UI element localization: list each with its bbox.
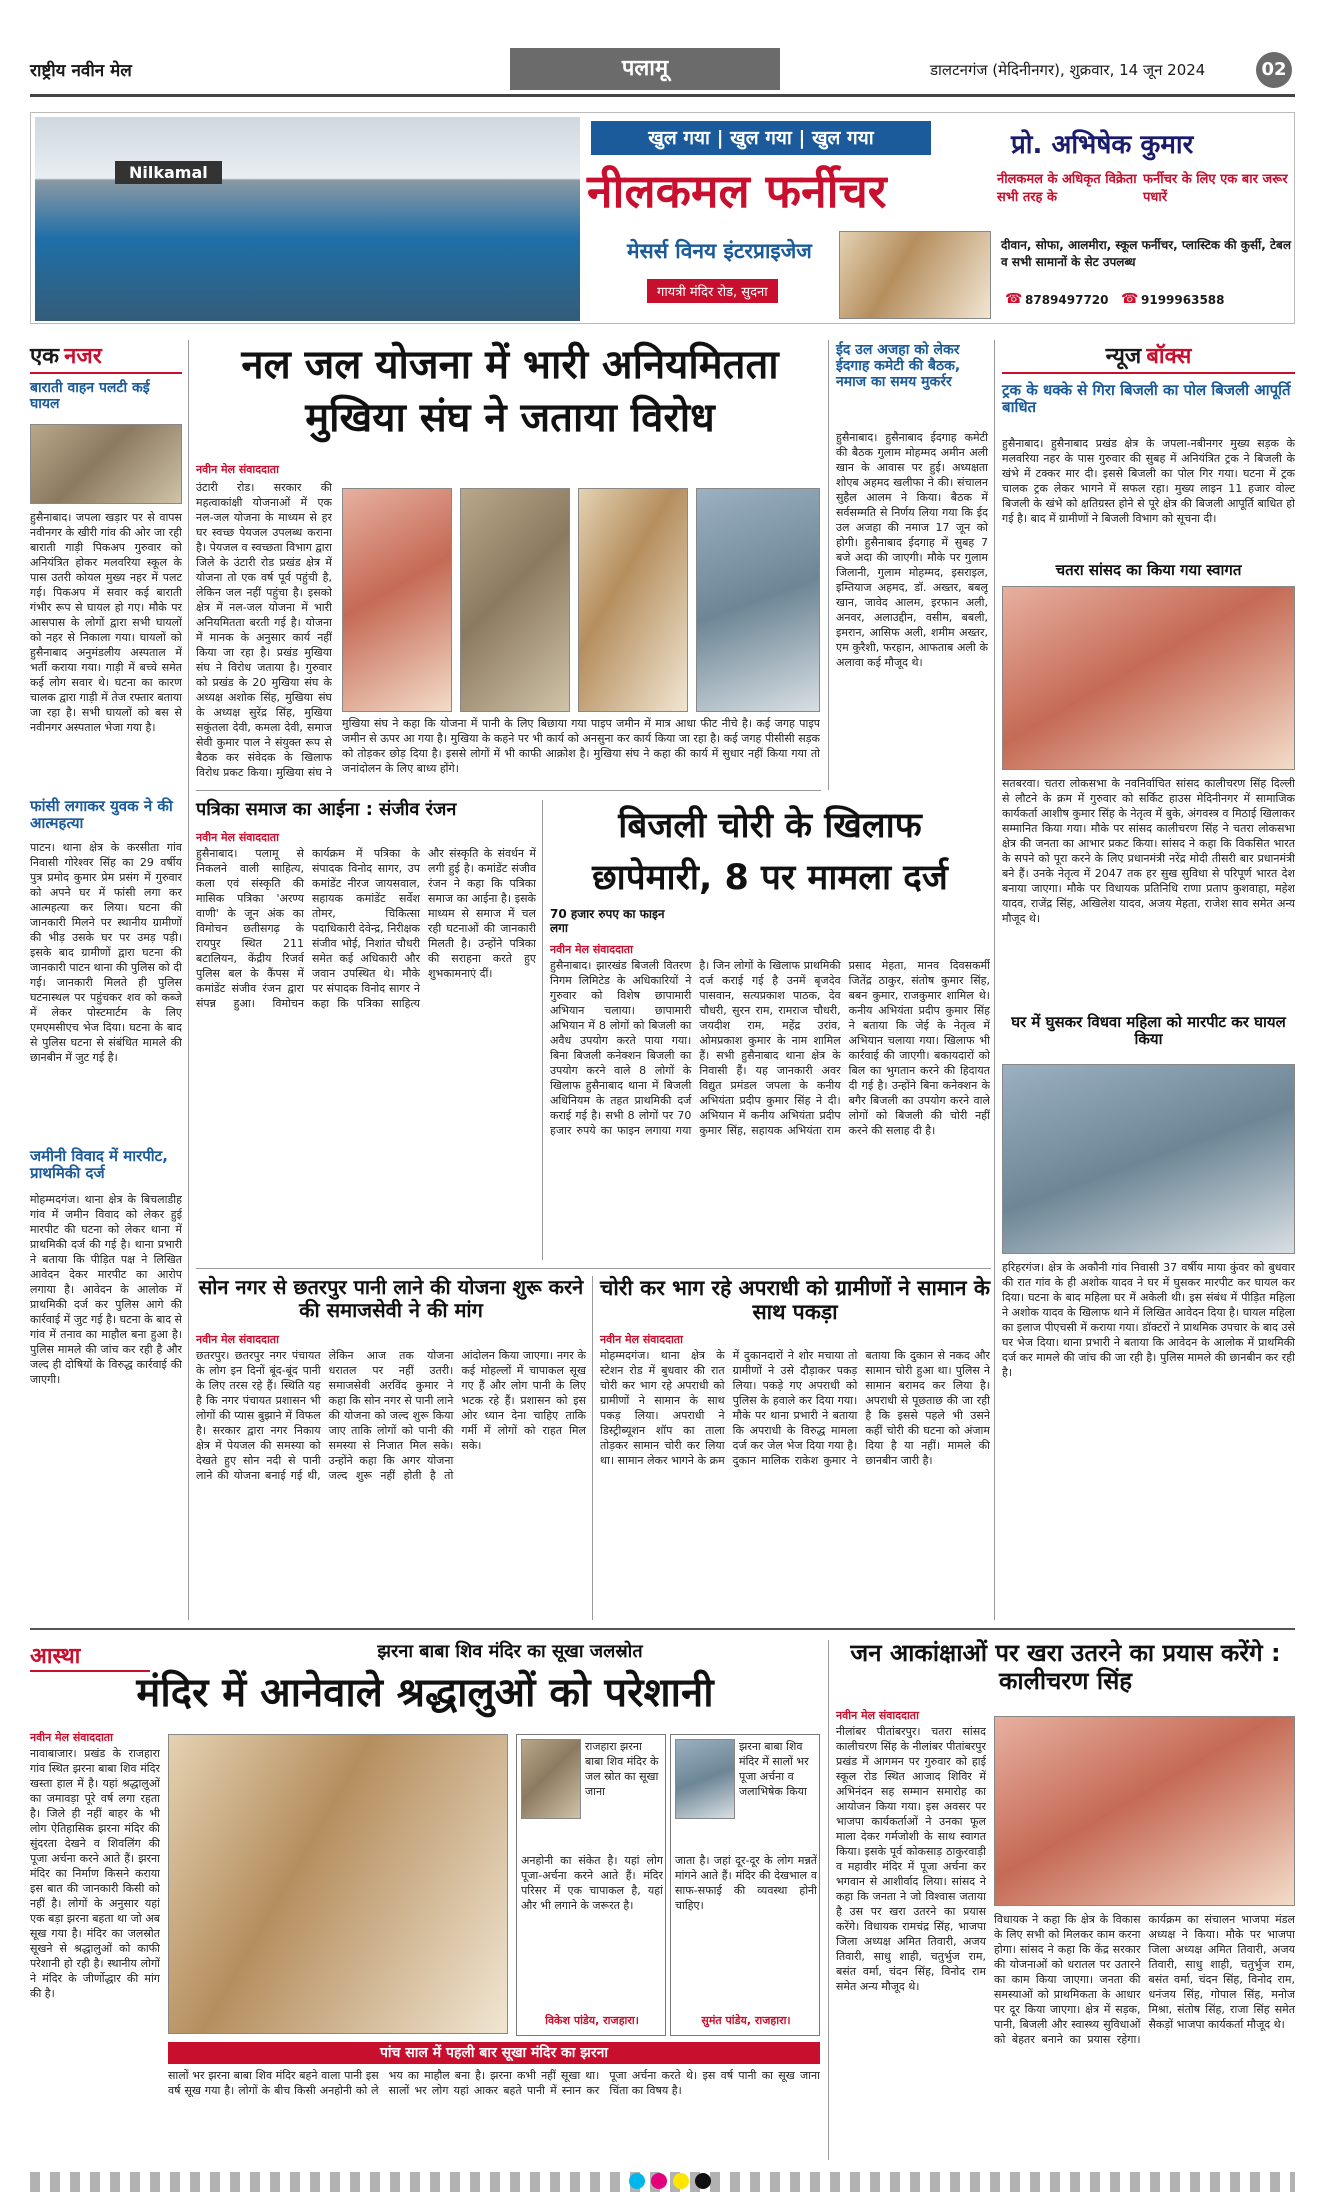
tag-ek: एक: [30, 344, 60, 369]
son-headline: सोन नगर से छतरपुर पानी लाने की योजना शुरू करने की समाजसेवी ने की मांग: [198, 1275, 584, 1322]
news-box: [1002, 340, 1295, 1620]
aastha-footer-body: सालों भर झरना बाबा शिव मंदिर बहने वाला पानी इस वर्ष सूख गया है। लोगों के बीच किसी अनहोनी को ले भय का माहौल बना है। झरना कभी नहीं सूखा था। सालों भर लोग यहां आकर बहते पानी में स्नान कर पूजा अर्चना करते थे। इस वर्ष पानी का सूख जाना चिंता का विषय है।: [168, 2069, 820, 2097]
nb-s2-headline: चतरा सांसद का किया गया स्वागत: [1055, 561, 1242, 579]
s2-body: पाटन। थाना क्षेत्र के करसीता गांव निवासी गोरेश्वर सिंह का 29 वर्षीय पुत्र प्रमोद कुमार प्रेम प्रसंग में गुरुवार को अपने घर में फांसी लगा कर आत्महत्या कर लिया। घटना की जानकारी मिलने पर स्थानीय ग्रामीणों की भीड़ उसके घर पर उमड़ पड़ी। इसके बाद ग्रामीणों द्वारा घटना की जानकारी पाटन थाना की पुलिस को दी गई। जानकारी मिलते ही पुलिस घटनास्थल पर पहुंचकर शव को कब्जे में लेकर पोस्टमार्टम के लिए एमएमसीएच भेज दिया। घटना के बाद से पुलिस घटना से संबंधित मामले की छानबीन में जुट गई है।: [30, 841, 182, 1064]
divider: [828, 1640, 829, 2160]
bijli-kicker: 70 हजार रुपए का फाइन लगा: [550, 907, 665, 935]
divider: [188, 340, 189, 1620]
nb-s3-photo: [1002, 1064, 1295, 1254]
s3-headline: जमीनी विवाद में मारपीट, प्राथमिकी दर्ज: [30, 1147, 168, 1183]
s1-photo: [30, 424, 182, 504]
ek-nazar-tag: [30, 340, 182, 374]
lead-headline-1: नल जल योजना में भारी अनियमितता: [241, 342, 779, 388]
s3-body: मोहम्मदगंज। थाना क्षेत्र के बिचलाडीह गांव में जमीन विवाद को लेकर हुई मारपीट की घटना को लेकर थाना में प्राथमिकी दर्ज की गई है। थाना प्रभारी ने बताया कि पीड़ित पक्ष ने लिखित आवेदन देकर मारपीट का आरोप लगाया है। आवेदन के आलोक में प्राथमिकी दर्ज कर पुलिस आगे की कार्रवाई में जुट गई है। घटना के बाद से गांव में तनाव का माहौल बना हुआ है। पुलिस मामले की जांच कर रही है और जल्द ही दोषियों के विरुद्ध कार्रवाई की जाएगी।: [30, 1193, 182, 1386]
chori-body: मोहम्मदगंज। थाना क्षेत्र के स्टेशन रोड में बुधवार की रात चोरी कर भाग रहे अपराधी को ग्रामीणों ने सामान के साथ पकड़ लिया। अपराधी ने डिस्ट्रीब्यूशन शॉप का ताला तोड़कर सामान चोरी कर लिया था। सामान लेकर भागने के क्रम में दुकानदारों ने शोर मचाया तो ग्रामीणों ने उसे दौड़ाकर पकड़ लिया। पकड़े गए अपराधी को पुलिस के हवाले कर दिया गया। मौके पर थाना प्रभारी ने बताया कि अपराधी के विरुद्ध मामला दर्ज कर जेल भेज दिया गया है। दुकान मालिक राकेश कुमार ने बताया कि दुकान से नकद और सामान चोरी हुआ था। पुलिस ने सामान बरामद कर लिया है। अपराधी से पूछताछ की जा रही है कि इससे पहले भी उसने कहीं चोरी की घटना को अंजाम दिया है या नहीं। मामले की छानबीन जारी है।: [600, 1349, 990, 1467]
owner-name: प्रो. अभिषेक कुमार: [1011, 130, 1194, 160]
quote-1: [516, 1734, 666, 2036]
quote-1-body: अनहोनी का संकेत है। यहां लोग पूजा-अर्चना करने आते हैं। मंदिर परिसर में एक चापाकल है, यहां और भी लगाने के जरूरत है।: [521, 1854, 663, 1912]
divider: [30, 1628, 1295, 1630]
s1-body: हुसैनाबाद। जपला खड़ार पर से वापस नवीनगर के खीरी गांव की ओर जा रही बाराती गाड़ी पिकअप गुरुवार को अनियंत्रित होकर मलवरिया स्कूल के पास उतरी कोयल मुख्य नहर में पलट गई। पिकअप में सवार कई बाराती गंभीर रूप से घायल हो गए। मौके पर आसपास के लोगों द्वारा सभी घायलों को नहर से निकाला गया। घायलों को हुसैनाबाद अनुमंडलीय अस्पताल में भर्ती कराया गया। गाड़ी में बच्चे समेत कई लोग सवार थे। घटना का कारण चालक द्वारा गाड़ी में तेज रफ्तार बताया जा रहा है। सभी घायलों को बस से नवीनगर अस्पताल भेजा गया है।: [30, 511, 182, 734]
nb-s3-headline: घर में घुसकर विधवा महिला को मारपीट कर घायल किया: [1011, 1013, 1286, 1049]
paper-name: राष्ट्रीय नवीन मेल: [30, 61, 132, 81]
dealer-text: नीलकमल के अधिकृत विक्रेता सभी तरह के: [997, 172, 1137, 205]
son-body: छतरपुर। छतरपुर नगर पंचायत के लोग इन दिनों बूंद-बूंद पानी के लिए तरस रहे हैं। स्थिति यह है कि नगर पंचायत प्रशासन भी लोगों की प्यास बुझाने में विफल है। सरकार द्वारा नगर निकाय क्षेत्र में पेयजल की समस्या को देखते हुए सोन नदी से पानी लाने की योजना बनाई गई थी, लेकिन आज तक योजना धरातल पर नहीं उतरी। समाजसेवी अरविंद कुमार ने कहा कि सोन नगर से पानी लाने की योजना को जल्द शुरू किया जाए ताकि लोगों को पानी की समस्या से निजात मिल सके। उन्होंने कहा कि अगर योजना जल्द शुरू नहीं होती है तो आंदोलन किया जाएगा। नगर के कई मोहल्लों में चापाकल सूख गए हैं और लोग पानी के लिए भटक रहे हैं। प्रशासन को इस ओर ध्यान देना चाहिए ताकि गर्मी में लोगों को राहत मिल सके।: [196, 1349, 586, 1482]
quote-2-body: जाता है। जहां दूर-दूर के लोग मन्नतें मांगने आते हैं। मंदिर की देखभाल व साफ-सफाई की व्यवस्था होनी चाहिए।: [675, 1854, 817, 1912]
chori-headline: चोरी कर भाग रहे अपराधी को ग्रामीणों ने सामान के साथ पकड़ा: [600, 1276, 990, 1325]
quote-2-photo: [675, 1739, 735, 1819]
divider: [994, 340, 995, 1620]
color-registration-dots: [610, 2173, 730, 2191]
masthead: [30, 48, 1295, 94]
store-sign: Nilkamal: [115, 161, 222, 184]
opened-2: खुल गया: [730, 127, 792, 149]
opened-1: खुल गया: [648, 127, 710, 149]
jan-photo: [994, 1716, 1295, 1906]
masthead-rule: [30, 94, 1295, 97]
lead-photo-1: [342, 488, 452, 712]
phone-2: 9199963588: [1141, 293, 1225, 307]
products-text: दीवान, सोफा, आलमीरा, स्कूल फर्नीचर, प्लास्टिक की कुर्सी, टेबल व सभी सामानों के सेट उपलब्ध: [1001, 238, 1291, 269]
quote-1-photo: [521, 1739, 581, 1819]
aastha-body: नावाबाजार। प्रखंड के राजहारा गांव स्थित झरना बाबा शिव मंदिर खस्ता हाल में है। यहां श्रद्धालुओं का जमावड़ा पूरे वर्ष लगा रहता है। जिले ही नहीं बाहर के भी लोग ऐतिहासिक झरना मंदिर की सुंदरता देखने व शिवलिंग की पूजा अर्चना करने आते हैं। झरना मंदिर का निर्माण किसने कराया इस बात की जानकारी किसी को नहीं है। लोगों के अनुसार यहां एक बड़ा झरना बहता था जो अब सूख गया है। मंदिर का जलस्रोत सूखने से श्रद्धालुओं को काफी परेशानी हो रही है। स्थानीय लोगों ने मंदिर के जीर्णोद्धार की मांग की है।: [30, 1747, 160, 2000]
divider: [592, 1276, 593, 1620]
son-byline: नवीन मेल संवाददाता: [196, 1333, 279, 1346]
brand-name: नीलकमल फर्नीचर: [587, 164, 887, 218]
patrika-byline: नवीन मेल संवाददाता: [196, 831, 279, 844]
page-number: 02: [1256, 52, 1292, 88]
lead-photo-4: [696, 488, 820, 712]
s1-headline: बाराती वाहन पलटी कई घायल: [30, 380, 150, 413]
lead-byline: नवीन मेल संवाददाता: [196, 463, 279, 476]
jan-body-continued: विधायक ने कहा कि क्षेत्र के विकास के लिए सभी को मिलकर काम करना होगा। सांसद ने कहा कि केंद्र सरकार की योजनाओं को धरातल पर उतारने का काम किया जाएगा। जनता की समस्याओं को प्राथमिकता के आधार पर दूर किया जाएगा। क्षेत्र में सड़क, पानी, बिजली और स्वास्थ्य सुविधाओं को बेहतर बनाने का प्रयास रहेगा। कार्यक्रम का संचालन भाजपा मंडल अध्यक्ष ने किया। मौके पर भाजपा जिला अध्यक्ष अमित तिवारी, अजय तिवारी, साधु शाही, चतुर्भुज राम, बसंत वर्मा, चंदन सिंह, विनोद राम, धनंजय सिंह, गोपाल सिंह, मनोज मिश्रा, संतोष सिंह, राजा सिंह समेत सैकड़ों भाजपा कार्यकर्ता मौजूद थे।: [994, 1913, 1295, 2046]
aastha-tag: आस्था: [30, 1640, 150, 1672]
jan-body: नीलांबर पीतांबरपुर। चतरा सांसद कालीचरण सिंह के नीलांबर पीतांबरपुर प्रखंड में आगमन पर गुरुवार को हाई स्कूल रोड स्थित आजाद शिविर में अभिनंदन सह सम्मान समारोह का आयोजन किया गया। इस अवसर पर भाजपा कार्यकर्ताओं ने उनका फूल माला देकर गर्मजोशी के साथ स्वागत किया। इसके पूर्व कोकसाड़ ठाकुरवाड़ी व महावीर मंदिर में पूजा अर्चना कर भगवान से आशीर्वाद लिया। सांसद ने कहा कि जनता ने जो विश्वास जताया है उस पर खरा उतरने का प्रयास करेंगे। विधायक रामचंद्र सिंह, भाजपा जिला अध्यक्ष अमित तिवारी, अजय तिवारी, साधु शाही, चतुर्भुज राम, बसंत वर्मा, चंदन सिंह, विनोद राम समेत अन्य मौजूद थे।: [836, 1725, 986, 1993]
store-photo: [35, 117, 580, 321]
bijli-body: हुसैनाबाद। झारखंड बिजली वितरण निगम लिमिटेड के अधिकारियों ने गुरुवार को विशेष छापामारी अभियान चलाया। छापामारी अभियान में 8 लोगों को बिजली का अवैध उपयोग करते पाया गया। बिना बिजली कनेक्शन बिजली का उपयोग करने वाले 8 लोगों के खिलाफ हुसैनाबाद थाना में बिजली अधिनियम के तहत प्राथमिकी दर्ज कराई गई है। सभी 8 लोगों पर 70 हजार रुपये का फाइन लगाया गया है। जिन लोगों के खिलाफ प्राथमिकी दर्ज कराई गई है उनमें बृजदेव पासवान, सत्यप्रकाश पाठक, देव चौधरी, सुरन राम, रामराज चौधरी, जयदीश राम, महेंद्र उरांव, ओमप्रकाश कुमार के नाम शामिल हैं। सभी हुसैनाबाद थाना क्षेत्र के निवासी हैं। यह जानकारी अवर विद्युत प्रमंडल जपला के कनीय अभियंता प्रदीप कुमार सिंह ने दी। अभियान में कनीय अभियंता प्रदीप कुमार सिंह, सहायक अभियंता राम प्रसाद मेहता, मानव दिवसकर्मी जितेंद्र ठाकुर, संतोष कुमार सिंह, बबन कुमार, राजकुमार शामिल थे। कनीय अभियंता प्रदीप कुमार सिंह ने बताया कि जेई के नेतृत्व में अभियान चलाया गया। खिलाफ भी कार्रवाई की जाएगी। बकायदारों को बिल का भुगतान करने की हिदायत दी गई है। उन्होंने बिना कनेक्शन के बगैर बिजली का उपयोग करने वाले लोगों को बिजली की चोरी नहीं करने की सलाह दी है।: [550, 959, 990, 1137]
tag-nazar: नजर: [64, 344, 102, 369]
bijli-headline-1: बिजली चोरी के खिलाफ: [618, 806, 922, 846]
lead-photo-3: [578, 488, 688, 712]
patrika-body: हुसैनाबाद। पलामू से निकलने वाली साहित्य, कला एवं संस्कृति की मासिक पत्रिका 'अरण्य वाणी' के जून अंक का विमोचन छतीसगढ़ के रायपुर स्थित 211 बटालियन, केंद्रीय रिजर्व पुलिस बल के कैंपस में कमांडेंट संजीव रंजन द्वारा संपन्न हुआ। विमोचन कार्यक्रम में पत्रिका के संपादक विनोद सागर, उप कमांडेंट नीरज जायसवाल, सहायक कमांडेंट सर्वेश तोमर, चिकित्सा पदाधिकारी देवेन्द्र, निरीक्षक संजीव भोई, निशांत चौधरी समेत कई अधिकारी और जवान उपस्थित थे। मौके पर संपादक विनोद सागर ने कहा कि पत्रिका साहित्य और संस्कृति के संवर्धन में लगी हुई है। कमांडेंट संजीव रंजन ने कहा कि पत्रिका समाज का आईना है। इसके माध्यम से समाज में चल रही घटनाओं की जानकारी मिलती है। उन्होंने पत्रिका की सराहना करते हुए शुभकामनाएं दीं।: [196, 847, 536, 1010]
s2-headline: फांसी लगाकर युवक ने की आत्महत्या: [30, 797, 173, 833]
nb-s2-body: सतबरवा। चतरा लोकसभा के नवनिर्वाचित सांसद कालीचरण सिंह दिल्ली से लौटने के क्रम में गुरुवार को सर्किट हाउस मेदिनीनगर में सामाजिक कार्यकर्ता आशीष कुमार सिंह के नेतृत्व में बुके, अंगवस्त्र व मिठाई खिलाकर सम्मानित किया गया। मौके पर सांसद कालीचरण सिंह ने चतरा लोकसभा क्षेत्र की जनता का आभार प्रकट किया। सांसद ने कहा कि विकसित भारत के सपने को पूरा करने के लिए प्रधानमंत्री नरेंद्र मोदी तीसरी बार प्रधानमंत्री बने हैं। उनके नेतृत्व में 2047 तक हर सुख सुविधा से परिपूर्ण भारत देश बनाया जाएगा। मौके पर विधायक प्रतिनिधि राणा प्रताप कुशवाहा, महेश यादव, राजेंद्र सिंह, अखिलेश यादव, अजय मेहता, राजेश साव समेत अन्य मौजूद थे।: [1002, 777, 1295, 925]
section-title: पलामू: [510, 48, 780, 90]
address: गायत्री मंदिर रोड, सुदना: [647, 279, 778, 303]
nb-s1-headline: ट्रक के धक्के से गिरा बिजली का पोल बिजली आपूर्ति बाधित: [1002, 381, 1291, 417]
nb-s1-body: हुसैनाबाद। हुसैनाबाद प्रखंड क्षेत्र के जपला-नबीनगर मुख्य सड़क के मलवरिया नहर के पास गुरुवार की सुबह में अनियंत्रित ट्रक ने बिजली के खंभे में टक्कर मार दी। इससे बिजली का पोल गिर गया। घटना में ट्रक चालक ट्रक लेकर भागने में सफल रहा। मुख्य लाइन 11 हजार वोल्ट बिजली के खंभे को क्षतिग्रस्त होने से पूरे क्षेत्र की बिजली आपूर्ति बाधित हो गई है। बाद में ग्रामीणों ने बिजली विभाग को सूचना दी।: [1002, 437, 1295, 525]
furniture-photos: [839, 231, 991, 319]
patrika-headline: पत्रिका समाज का आईना : संजीव रंजन: [196, 799, 457, 820]
firm-name: मेसर्स विनय इंटरप्राइजेज: [627, 239, 812, 263]
quote-2-name: सुमंत पांडेय, राजहारा।: [701, 2014, 791, 2027]
news-box-tag: [1002, 340, 1295, 374]
aastha-banner: पांच साल में पहली बार सूखा मंदिर का झरना: [168, 2042, 820, 2064]
divider: [196, 1268, 991, 1269]
opened-strip: खुल गया | खुल गया | खुल गया: [591, 121, 931, 155]
quote-1-name: विकेश पांडेय, राजहारा।: [545, 2014, 639, 2027]
furniture-text: फर्नीचर के लिए एक बार जरूर पधारें: [1143, 172, 1288, 205]
bijli-headline-2: छापेमारी, 8 पर मामला दर्ज: [592, 858, 948, 898]
eid-body: हुसैनाबाद। हुसैनाबाद ईदगाह कमेटी की बैठक गुलाम मोहम्मद अमीन अली खान के आवास पर हुई। अध्यक्षता शोएब अहमद खलीफा ने की। संचालन सुहैल आलम ने किया। बैठक में सर्वसम्मति से निर्णय लिया गया कि ईद उल अजहा की नमाज 17 जून को होगी। हुसैनाबाद ईदगाह में सुबह 7 बजे अदा की जाएगी। मौके पर गुलाम जिलानी, गुलाम मोहम्मद, इसराइल, इम्तियाज अहमद, डॉ. अख्तर, बबलू खान, जावेद आलम, इरफान अली, अनवर, अलाउद्दीन, वसीम, बबली, इमरान, आसिफ अली, शमीम अख्तर, एम कुरैशी, फरहान, आफताब अली के अलावा कई मौजूद थे।: [836, 431, 988, 669]
quote-2: [670, 1734, 820, 2036]
dateline: डालटनगंज (मेदिनीनगर), शुक्रवार, 14 जून 2024: [930, 61, 1206, 79]
nb-s2-photo: [1002, 586, 1295, 770]
aastha-kicker: झरना बाबा शिव मंदिर का सूखा जलस्रोत: [377, 1641, 643, 1662]
chori-byline: नवीन मेल संवाददाता: [600, 1333, 683, 1346]
quote-2-label: झरना बाबा शिव मंदिर में सालों भर पूजा अर्चना व जलाभिषेक किया: [739, 1740, 809, 1798]
tag-news: न्यूज: [1105, 344, 1142, 369]
opened-3: खुल गया: [812, 127, 874, 149]
divider: [828, 340, 829, 790]
lead-headline-2: मुखिया संघ ने जताया विरोध: [305, 395, 715, 441]
lead-body-continued: मुखिया संघ ने कहा कि योजना में पानी के लिए बिछाया गया पाइप जमीन में मात्र आधा फीट नीचे है। कई जगह पाइप जमीन से ऊपर आ गया है। मुखिया के कहने पर भी कार्य को अनसुना कर कार्य किया जा रहा है। कई जगह पीसीसी सड़क को तोड़कर छोड़ दिया है। इससे लोगों में भी काफी आक्रोश है। मुखिया संघ ने कहा की कार्य में सुधार नहीं किया गया तो जनांदोलन के लिए बाध्य होंगे।: [342, 717, 820, 775]
aastha-headline: मंदिर में आनेवाले श्रद्धालुओं को परेशानी: [136, 1670, 714, 1716]
lead-photo-2: [460, 488, 570, 712]
phone-icon: ☎: [1005, 291, 1023, 307]
temple-photo: [168, 1734, 508, 2034]
eid-headline: ईद उल अजहा को लेकर ईदगाह कमेटी की बैठक, नमाज का समय मुकर्रर: [836, 342, 961, 391]
ad-banner: [30, 112, 1295, 324]
jan-headline: जन आकांक्षाओं पर खरा उतरने का प्रयास करेंगे : कालीचरण सिंह: [850, 1639, 1281, 1695]
aastha-byline: नवीन मेल संवाददाता: [30, 1731, 113, 1744]
nb-s3-body: हरिहरगंज। क्षेत्र के अकौनी गांव निवासी 37 वर्षीय माया कुंवर को बुधवार की रात गांव के ही अशोक यादव ने घर में घुसकर मारपीट कर घायल कर दिया। घटना के बाद महिला घर में अकेली थी। इस संबंध में पीड़ित महिला ने अशोक यादव के खिलाफ थाने में लिखित आवेदन दिया है। घायल महिला का इलाज पीएचसी में कराया गया। डॉक्टरों ने प्राथमिक उपचार के बाद उसे घर भेज दिया। थाना प्रभारी ने बताया कि आवेदन के आलोक में प्राथमिकी दर्ज कर मामले की जांच की जा रही है। पुलिस मामले की छानबीन कर रही है।: [1002, 1261, 1295, 1379]
quote-1-label: राजहारा झरना बाबा शिव मंदिर के जल स्रोत का सूखा जाना: [585, 1740, 659, 1798]
divider: [196, 790, 821, 791]
jan-byline: नवीन मेल संवाददाता: [836, 1709, 919, 1722]
ek-nazar-column: [30, 340, 182, 1640]
lead-body: उंटारी रोड। सरकार की महत्वाकांक्षी योजनाओं में एक नल-जल योजना के माध्यम से हर घर स्वच्छ पेयजल उपलब्ध कराना है। पेयजल व स्वच्छता विभाग द्वारा जिले के उंटारी रोड प्रखंड क्षेत्र में योजना तो एक वर्ष पूर्व पहुंची है, लेकिन जल नहीं पहुंचा है। इसको क्षेत्र में नल-जल योजना में भारी अनियमितता बरती गई है। योजना में मानक के अनुसार कार्य नहीं किया जा रहा है। प्रखंड मुखिया संघ ने विरोध जताया है। गुरुवार को प्रखंड के 20 मुखिया संघ के अध्यक्ष अशोक सिंह, मुखिया संघ के अध्यक्ष सुरेंद्र सिंह, मुखिया सकुंतला देवी, कमला देवी, समाज सेवी कुमार पाल ने संयुक्त रूप से बैठक कर संवेदक के खिलाफ विरोध प्रकट किया। मुखिया संघ ने: [196, 481, 332, 779]
bijli-byline: नवीन मेल संवाददाता: [550, 943, 633, 956]
divider: [542, 800, 543, 1260]
phone-icon-2: ☎: [1121, 291, 1139, 307]
phone-1: 8789497720: [1025, 293, 1109, 307]
tag-box: बॉक्स: [1146, 344, 1192, 369]
